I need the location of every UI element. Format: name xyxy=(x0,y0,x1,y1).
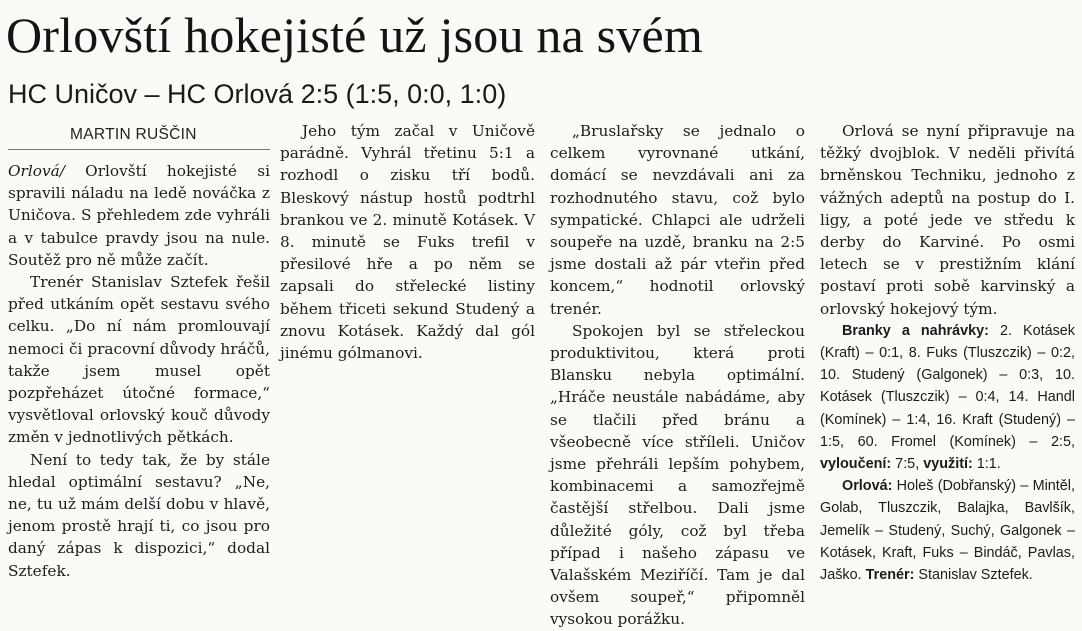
paragraph: Spokojen byl se střeleckou produktivitou, která proti Blansku nebyla optimální. „Hráče neustále nabádáme, aby se tlačili před bránu a všeobecně více stříleli. Uničov jsme přehráli lepším pohybem, kombinacemi a samozřejmě častější střelbou. Dali jsme důležité góly, což byl třeba případ i našeho zápasu ve Valašském Meziříčí. Tam je dal ovšem soupeř,“ připomněl vysokou porážku. xyxy=(550,321,805,629)
paragraph-intro xyxy=(8,160,270,271)
powerplay-label: využití: xyxy=(923,456,973,473)
penalties-label: vyloučení: xyxy=(820,456,892,473)
headline: Orlovští hokejisté už jsou na svém xyxy=(6,7,703,63)
article-column-4 xyxy=(820,120,1075,586)
article-column-1 xyxy=(8,160,270,582)
powerplay-value: 1:1. xyxy=(972,456,1001,473)
goals-label: Branky a nahrávky: xyxy=(842,322,989,339)
coach-label: Trenér: xyxy=(865,567,915,584)
article-column-3 xyxy=(550,120,805,631)
team-label: Orlová: xyxy=(842,478,893,495)
paragraph: Orlová se nyní připravuje na těžký dvojblok. V neděli přivítá brněnskou Techniku, jednoho z vážných adeptů na postup do I. ligy, a poté jede ve středu k derby do Karviné. Po osmi letech se v prestižním klání postaví proti sobě karvinský a orlovský hokejový tým. xyxy=(820,122,1075,318)
author-byline: MARTIN RUŠČIN xyxy=(70,126,197,143)
paragraph: Jeho tým začal v Uničově parádně. Vyhrál třetinu 5:1 a rozhodl o zisku tří bodů. Bleskový nástup hostů podtrhl brankou ve 2. minutě Kotásek. V 8. minutě se Fuks trefil v přesilové hře a po něm se zapsali do střelecké listiny během třiceti sekund Studený a znovu Kotásek. Každý dal gól jinému gólmanovi. xyxy=(280,122,535,363)
goals-text: 2. Kotásek (Kraft) – 0:1, 8. Fuks (Tluszczik) – 0:2, 10. Studený (Galgonek) – 0:3, 10. Kotásek (Tluszczik) – 0:4, 14. Handl (Komínek) – 1:4, 16. Kraft (Studený) – 1:5, 60. Fromel (Komínek) – 2:5, xyxy=(820,322,1075,450)
coach-name: Stanislav Sztefek. xyxy=(914,567,1033,584)
subheadline-score: HC Uničov – HC Orlová 2:5 (1:5, 0:0, 1:0) xyxy=(8,79,507,109)
paragraph: Není to tedy tak, že by stále hledal optimální sestavu? „Ne, ne, tu už mám delší dobu v hlavě, jenom prostě hrají ti, co jsou pro daný zápas k dispozici,“ dodal Sztefek. xyxy=(8,450,270,580)
penalties-value: 7:5, xyxy=(891,456,920,473)
dateline: Orlová/ xyxy=(8,162,65,180)
article-column-2 xyxy=(280,120,535,364)
match-results-box xyxy=(820,320,1075,586)
lineup-line xyxy=(820,475,1075,586)
lineup-text: Holeš (Dobřanský) – Mintěl, Golab, Tluszczik, Balajka, Bavlšík, Jemelík – Studený, Suchý, Galgonek – Kotásek, Kraft, Fuks – Bindáč, Pavlas, Jaško. xyxy=(820,478,1075,584)
byline-divider xyxy=(8,149,270,150)
paragraph-intro-text: Orlovští hokejisté si spravili náladu na ledě nováčka z Uničova. S přehledem zde vyhráli a v tabulce pravdy jsou na nule. Soutěž pro ně může začít. xyxy=(8,162,270,269)
paragraph: Trenér Stanislav Sztefek řešil před utkáním opět sestavu svého celku. „Do ní nám promlouvají nemoci či pracovní důvody hráčů, takže jsem musel opět pozpřeházet útočné formace,“ vysvětloval orlovský kouč důvody změn v jednotlivých pětkách. xyxy=(8,273,270,447)
paragraph: „Bruslařsky se jednalo o celkem vyrovnané utkání, domácí se nevzdávali ani za rozhodnutého stavu, což bylo sympatické. Chlapci ale udrželi soupeře na uzdě, branku na 2:5 jsme dostali až pár vteřin před koncem,“ hodnotil orlovský trenér. xyxy=(550,122,805,318)
goals-line xyxy=(820,320,1075,475)
